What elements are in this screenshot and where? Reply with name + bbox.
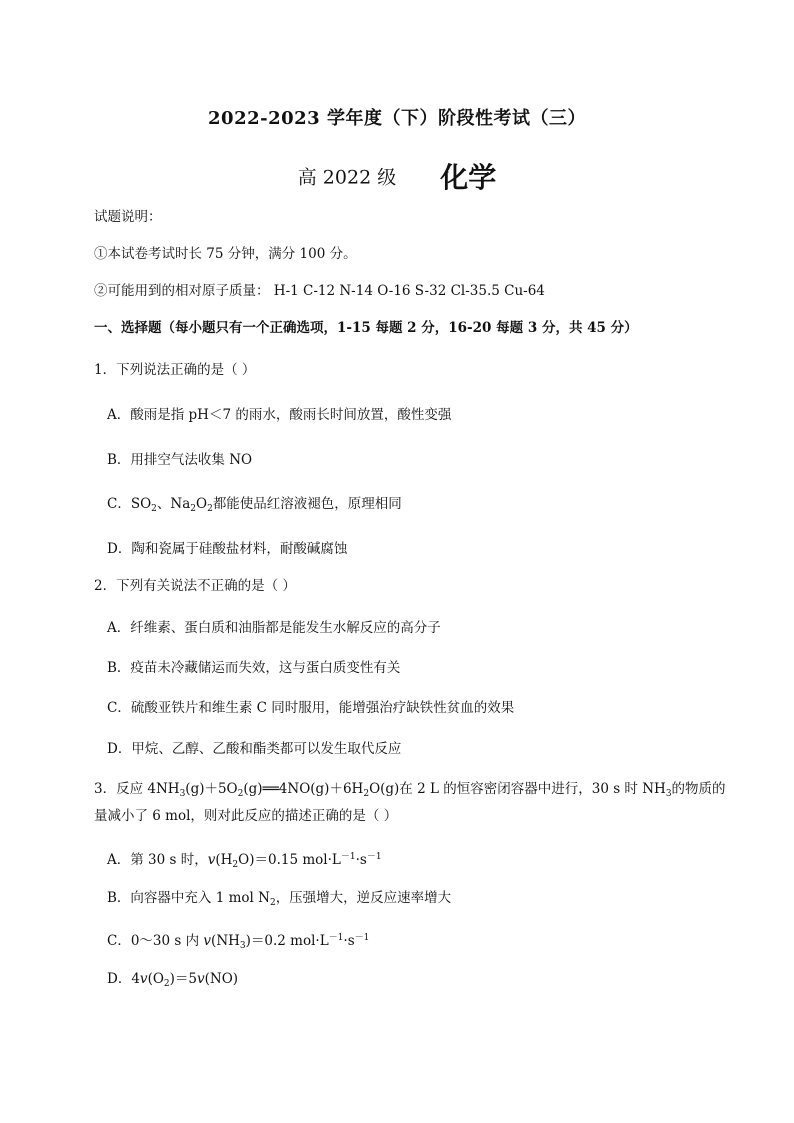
instructions-heading: 试题说明： (94, 209, 162, 225)
q2-option-b: B．疫苗未冷藏储运而失效，这与蛋白质变性有关 (107, 660, 401, 676)
text: (NO) (204, 971, 239, 987)
subscript: 2 (163, 979, 170, 989)
q3-option-c (107, 928, 369, 956)
instructions-item-2: ②可能用到的相对原子质量： H-1 C-12 N-14 O-16 S-32 Cl-35.5 Cu-64 (94, 283, 545, 299)
superscript: －1 (340, 852, 356, 862)
text: ，压强增大，逆反应速率增大 (275, 890, 452, 906)
q3-stem-line2: 量减小了 6 mol，则对此反应的描述正确的是（ ） (94, 808, 398, 824)
q3-option-d (107, 969, 238, 994)
subject-label: 化学 (440, 161, 497, 194)
subscript: 2 (237, 789, 244, 799)
q1-option-c (107, 494, 402, 519)
text: (O (147, 971, 164, 987)
q3-option-b (107, 888, 451, 913)
exam-title: 2022-2023 学年度（下）阶段性考试（三） (208, 108, 586, 129)
exam-subtitle (0, 156, 794, 196)
q3-stem-line1 (94, 779, 726, 804)
text: 3．反应 4NH (94, 781, 180, 797)
subscript: 2 (190, 504, 196, 514)
subscript: 3 (665, 789, 672, 799)
text: A．第 30 s 时， (107, 852, 208, 868)
text: (NH (211, 933, 240, 949)
grade-label: 高 2022 级 (297, 166, 397, 189)
text: (g)══4NO(g)＋6H (243, 781, 364, 797)
superscript: －1 (328, 933, 344, 943)
velocity-symbol: v (203, 933, 212, 949)
text: )＝0.2 mol·L (245, 933, 329, 949)
subscript: 3 (239, 941, 246, 951)
instructions-item-1: ①本试卷考试时长 75 分钟，满分 100 分。 (94, 246, 357, 262)
q2-stem: 2．下列有关说法不正确的是（ ） (94, 578, 296, 594)
subscript: 2 (363, 789, 370, 799)
text: O)＝0.15 mol·L (238, 852, 341, 868)
superscript: －1 (354, 933, 370, 943)
text: ·s (355, 852, 367, 868)
text: O(g)在 2 L 的恒容密闭容器中进行，30 s 时 NH (369, 781, 666, 797)
text: O (196, 496, 208, 512)
text: (H (215, 852, 233, 868)
subscript: 2 (207, 504, 213, 514)
q1-option-b: B．用排空气法收集 NO (107, 452, 253, 468)
text: D．4 (107, 971, 140, 987)
velocity-symbol: v (139, 971, 148, 987)
text: )＝5 (169, 971, 197, 987)
velocity-symbol: v (207, 852, 216, 868)
q1-stem: 1．下列说法正确的是（ ） (94, 362, 256, 378)
text: 的物质的 (671, 781, 726, 797)
text: 、Na (156, 496, 191, 512)
q1-option-d: D．陶和瓷属于硅酸盐材料，耐酸碱腐蚀 (107, 541, 348, 557)
q2-option-d: D．甲烷、乙醇、乙酸和酯类都可以发生取代反应 (107, 741, 402, 757)
velocity-symbol: v (197, 971, 205, 987)
subscript: 2 (151, 504, 157, 514)
text: C．0～30 s 内 (107, 933, 204, 949)
subscript: 3 (179, 789, 186, 799)
q3-option-a (107, 847, 382, 875)
subscript: 2 (232, 860, 239, 870)
subscript: 2 (269, 898, 276, 908)
text: B．向容器中充入 1 mol N (107, 890, 270, 906)
q2-option-c: C．硫酸亚铁片和维生素 C 同时服用，能增强治疗缺铁性贫血的效果 (107, 700, 515, 716)
text: (g)＋5O (185, 781, 238, 797)
section-heading: 一、选择题（每小题只有一个正确选项，1-15 每题 2 分，16-20 每题 3 分，共 45 分） (94, 320, 638, 336)
q2-option-a: A．纤维素、蛋白质和油脂都是能发生水解反应的高分子 (107, 620, 441, 636)
text: ·s (343, 933, 355, 949)
text: 都能使品红溶液褪色，原理相同 (212, 496, 402, 512)
superscript: －1 (366, 852, 382, 862)
q1-option-a: A．酸雨是指 pH＜7 的雨水，酸雨长时间放置，酸性变强 (107, 407, 452, 423)
text: C．SO (107, 496, 152, 512)
